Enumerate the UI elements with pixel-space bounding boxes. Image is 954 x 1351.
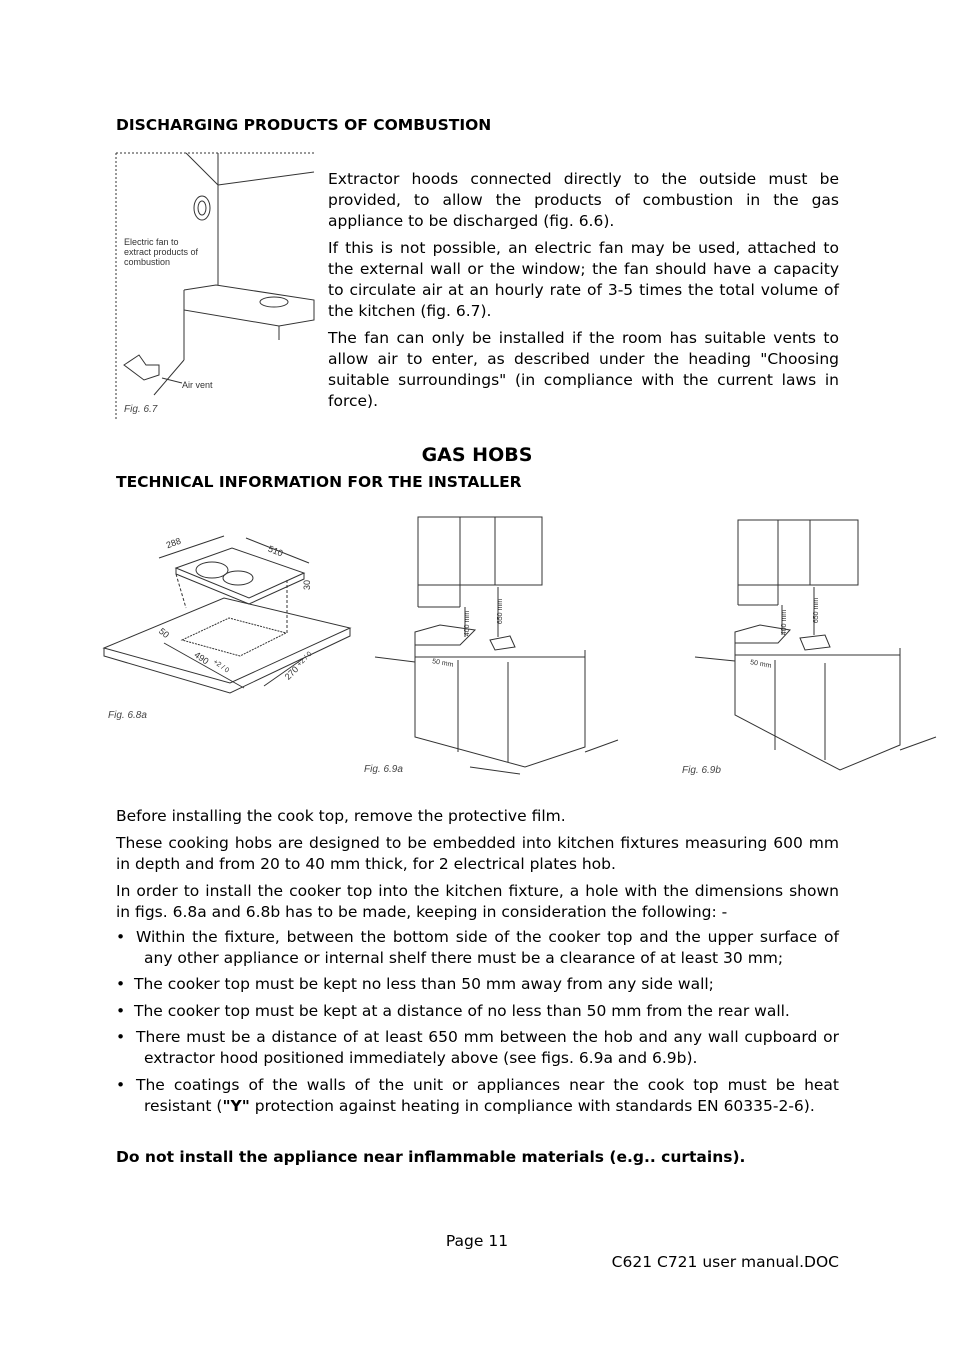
paragraph: These cooking hobs are designed to be embedded into kitchen fixtures measuring 600 mm in depth and from 20 to 40 mm thick, for 2 electrical plates hob. xyxy=(116,834,839,873)
dim-510: 510 xyxy=(266,543,285,559)
fig-6-7-caption: Fig. 6.7 xyxy=(124,404,158,415)
fan-label-line-1: Electric fan to xyxy=(124,237,179,247)
dim-400mm: 400 mm xyxy=(464,610,472,637)
dim-490: 490 xyxy=(192,649,211,667)
page-number: Page 11 xyxy=(445,1232,509,1250)
bullet-marker: • xyxy=(116,1002,126,1020)
paragraph: Before installing the cook top, remove the protective film. xyxy=(116,807,566,825)
paragraph: The fan can only be installed if the room has suitable vents to allow air to enter, as described under the heading "Choosing suitable surroundings" (in compliance with the current laws in force). xyxy=(328,329,839,410)
air-vent-label: Air vent xyxy=(182,380,213,390)
paragraph: If this is not possible, an electric fan may be used, attached to the external wall or the window; the fan should have a capacity to circulate air at an hourly rate of 3-5 times the total volume of the kitchen (fig. 6.7). xyxy=(328,239,839,320)
figure-6-7 xyxy=(114,150,319,422)
list-item xyxy=(116,1075,839,1117)
list-item xyxy=(116,1001,839,1022)
paragraph: Extractor hoods connected directly to the outside must be provided, to allow the products of combustion in the gas appliance to be discharged (fig. 6.6). xyxy=(328,170,839,230)
list-item xyxy=(116,927,839,969)
combustion-text xyxy=(328,169,839,412)
fig-6-9a-caption: Fig. 6.9a xyxy=(364,764,403,775)
dim-30: 30 xyxy=(302,579,313,591)
bullet-text: The cooker top must be kept at a distance of no less than 50 mm from the rear wall. xyxy=(134,1002,790,1020)
dim-650mm: 650 mm xyxy=(813,597,821,624)
paragraph: In order to install the cooker top into the kitchen fixture, a hole with the dimensions shown in figs. 6.8a and 6.8b has to be made, keeping in consideration the following: - xyxy=(116,882,839,921)
inflammable-warning: Do not install the appliance near inflammable materials (e.g.. curtains). xyxy=(116,1148,746,1166)
bullet-text: There must be a distance of at least 650 mm between the hob and any wall cupboard or extractor hood positioned immediately above (see figs. 6.9a and 6.9b). xyxy=(136,1028,839,1067)
list-item xyxy=(116,1027,839,1069)
dim-50: 50 xyxy=(156,625,172,641)
bullet-marker: • xyxy=(116,1076,126,1094)
cutout-dimension-drawing xyxy=(104,528,364,728)
dim-270-tolerance: +2 / 0 xyxy=(296,650,314,669)
fan-label-line-2: extract products of xyxy=(124,247,199,257)
bullet-text: Within the fixture, between the bottom side of the cooker top and the upper surface of any other appliance or internal shelf there must be a clearance of at least 30 mm; xyxy=(136,928,839,967)
dim-288: 288 xyxy=(164,535,183,551)
bullet-text: The cooker top must be kept no less than 50 mm away from any side wall; xyxy=(134,975,714,993)
room-fan-illustration xyxy=(114,150,319,422)
bullet-text: The coatings of the walls of the unit or appliances near the cook top must be heat resistant ("Y" protection against heating in compliance with standards EN 60335-2-6). xyxy=(136,1076,839,1115)
section-title-gas-hobs: GAS HOBS xyxy=(421,444,533,466)
kitchen-unit-drawing-a xyxy=(370,512,620,777)
fig-6-9b-caption: Fig. 6.9b xyxy=(682,765,721,776)
section-heading-combustion: DISCHARGING PRODUCTS OF COMBUSTION xyxy=(116,116,492,134)
figure-6-9a xyxy=(364,512,620,777)
installer-intro xyxy=(116,806,839,923)
dim-650mm: 650 mm xyxy=(497,598,505,625)
figure-6-9b xyxy=(682,515,938,780)
bullet-marker: • xyxy=(116,975,126,993)
dim-490-tolerance: +2 / 0 xyxy=(211,658,231,675)
bullet-marker: • xyxy=(116,1028,126,1046)
fan-label-line-3: combustion xyxy=(124,257,171,267)
kitchen-unit-drawing-b xyxy=(690,515,938,780)
list-item xyxy=(116,974,839,995)
dim-400mm: 400 mm xyxy=(781,609,789,636)
document-name: C621 C721 user manual.DOC xyxy=(611,1253,839,1271)
dim-50mm: 50 mm xyxy=(749,659,772,670)
bullet-marker: • xyxy=(116,928,126,946)
fig-6-8a-caption: Fig. 6.8a xyxy=(108,710,147,721)
dim-270: 270 xyxy=(282,664,301,682)
dim-50mm: 50 mm xyxy=(431,658,454,669)
figure-6-8a xyxy=(104,528,364,728)
section-subheading-installer: TECHNICAL INFORMATION FOR THE INSTALLER xyxy=(116,473,522,491)
